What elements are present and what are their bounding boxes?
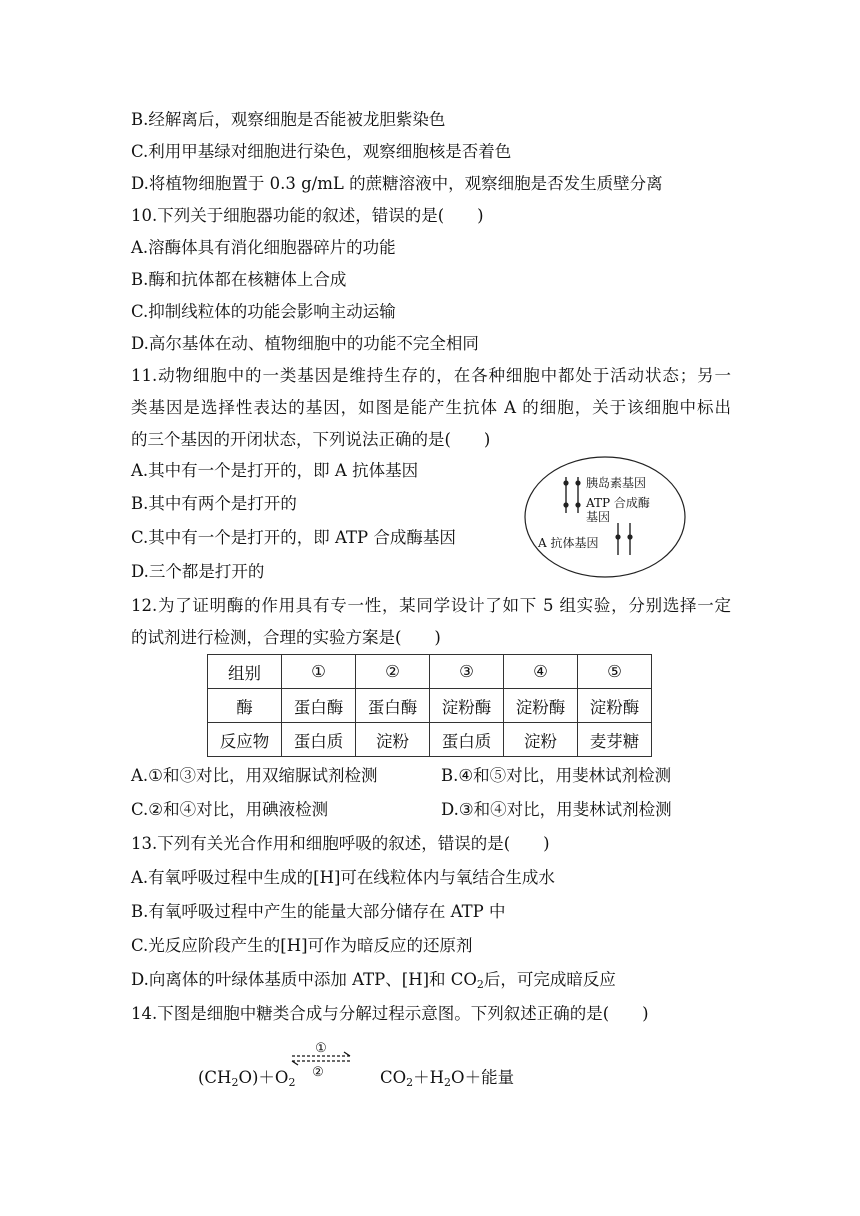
q13-option-d-text: D.向离体的叶绿体基质中添加 ATP、[H]和 CO — [131, 970, 477, 989]
table-cell: 蛋白酶 — [356, 689, 430, 723]
insulin-gene-marker — [563, 477, 580, 513]
q9-option-c: C.利用甲基绿对细胞进行染色，观察细胞核是否着色 — [131, 142, 512, 161]
table-cell: 酶 — [208, 689, 282, 723]
table-cell: ④ — [504, 655, 578, 689]
q12-option-b: B.④和⑤对比，用斐林试剂检测 — [441, 766, 672, 785]
q11-stem-line-3: 的三个基因的开闭状态，下列说法正确的是( ) — [131, 430, 491, 449]
subscript: 2 — [476, 978, 484, 991]
q11-stem-line-1: 11.动物细胞中的一类基因是维持生存的，在各种细胞中都处于活动状态；另一 — [131, 366, 731, 385]
q13-option-a: A.有氧呼吸过程中生成的[H]可在线粒体内与氧结合生成水 — [131, 868, 555, 887]
formula-text: (CH — [198, 1068, 232, 1087]
table-cell: 反应物 — [208, 723, 282, 757]
q10-option-c: C.抑制线粒体的功能会影响主动运输 — [131, 302, 396, 321]
q12-option-c: C.②和④对比，用碘液检测 — [131, 800, 329, 819]
table-row — [208, 723, 652, 757]
table-cell: 淀粉酶 — [578, 689, 652, 723]
table-cell: 蛋白质 — [430, 723, 504, 757]
q10-option-d: D.高尔基体在动、植物细胞中的功能不完全相同 — [131, 334, 479, 353]
label-atp-synthase-gene-1: ATP 合成酶 — [586, 496, 650, 510]
q12-option-a: A.①和③对比，用双缩脲试剂检测 — [131, 766, 378, 785]
label-insulin-gene: 胰岛素基因 — [586, 476, 647, 490]
formula-text: O)＋O — [238, 1068, 289, 1087]
subscript: 2 — [231, 1076, 239, 1089]
label-antibody-gene: A 抗体基因 — [538, 536, 599, 550]
q10-option-a: A.溶酶体具有消化细胞器碎片的功能 — [131, 238, 396, 257]
table-cell: ③ — [430, 655, 504, 689]
q11-option-c: C.其中有一个是打开的，即 ATP 合成酶基因 — [131, 528, 456, 547]
subscript: 2 — [444, 1076, 452, 1089]
table-cell: 蛋白质 — [282, 723, 356, 757]
table-cell: ① — [282, 655, 356, 689]
q13-option-c: C.光反应阶段产生的[H]可作为暗反应的还原剂 — [131, 936, 473, 955]
label-atp-synthase-gene-2: 基因 — [586, 510, 611, 524]
formula-text: CO — [380, 1068, 407, 1087]
antibody-gene-marker — [615, 523, 632, 555]
subscript: 2 — [406, 1076, 414, 1089]
table-cell: 淀粉 — [356, 723, 430, 757]
q14-stem: 14.下图是细胞中糖类合成与分解过程示意图。下列叙述正确的是( ) — [131, 1004, 649, 1023]
formula-products — [380, 1068, 514, 1088]
q11-option-d: D.三个都是打开的 — [131, 562, 265, 581]
q10-option-b: B.酶和抗体都在核糖体上合成 — [131, 270, 347, 289]
formula-text: O＋能量 — [451, 1068, 515, 1087]
arrow-label-2: ② — [312, 1065, 324, 1080]
q12-stem-line-2: 的试剂进行检测，合理的实验方案是( ) — [131, 628, 441, 647]
q11-option-b: B.其中有两个是打开的 — [131, 494, 297, 513]
table-cell: 淀粉酶 — [504, 689, 578, 723]
table-cell: 麦芽糖 — [578, 723, 652, 757]
q13-stem: 13.下列有关光合作用和细胞呼吸的叙述，错误的是( ) — [131, 834, 550, 853]
formula-text: ＋H — [413, 1068, 445, 1087]
q13-option-d — [131, 970, 616, 990]
q13-option-d-text-end: 后，可完成暗反应 — [483, 970, 616, 989]
q12-stem-line-1: 12.为了证明酶的作用具有专一性，某同学设计了如下 5 组实验，分别选择一定 — [131, 596, 731, 615]
table-cell: 淀粉酶 — [430, 689, 504, 723]
arrow-label-1: ① — [315, 1041, 327, 1056]
subscript: 2 — [288, 1076, 296, 1089]
cell-diagram — [522, 455, 688, 579]
q11-option-a: A.其中有一个是打开的，即 A 抗体基因 — [131, 461, 419, 480]
table-cell: 组别 — [208, 655, 282, 689]
q12-option-d: D.③和④对比，用斐林试剂检测 — [441, 800, 672, 819]
q10-stem: 10.下列关于细胞器功能的叙述，错误的是( ) — [131, 206, 484, 225]
q11-stem-line-2: 类基因是选择性表达的基因，如图是能产生抗体 A 的细胞，关于该细胞中标出 — [131, 398, 731, 417]
table-cell: 淀粉 — [504, 723, 578, 757]
q9-option-d: D.将植物细胞置于 0.3 g/mL 的蔗糖溶液中，观察细胞是否发生质壁分离 — [131, 174, 663, 193]
q9-option-b: B.经解离后，观察细胞是否能被龙胆紫染色 — [131, 110, 446, 129]
experiment-table — [207, 654, 652, 757]
table-row — [208, 655, 652, 689]
formula-reactants — [198, 1068, 295, 1088]
table-cell: ⑤ — [578, 655, 652, 689]
q13-option-b: B.有氧呼吸过程中产生的能量大部分储存在 ATP 中 — [131, 902, 506, 921]
table-cell: 蛋白酶 — [282, 689, 356, 723]
table-row — [208, 689, 652, 723]
reversible-arrow — [288, 1038, 354, 1082]
table-cell: ② — [356, 655, 430, 689]
